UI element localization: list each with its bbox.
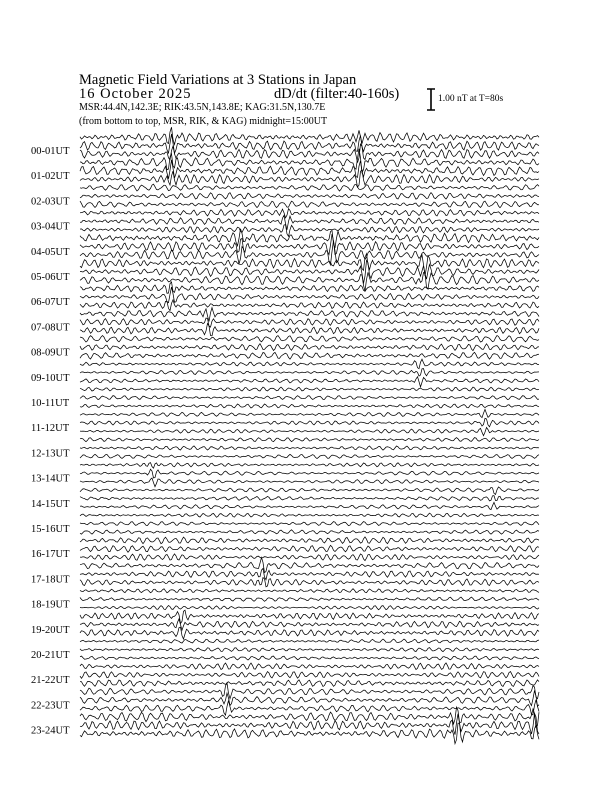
trace-msr	[80, 377, 539, 387]
trace-rik	[80, 134, 539, 153]
row-label: 05-06UT	[31, 272, 70, 283]
row-label: 00-01UT	[31, 146, 70, 157]
scale-bar-label: 1.00 nT at T=80s	[438, 94, 504, 104]
trace-msr	[80, 627, 539, 639]
row-label: 21-22UT	[31, 675, 70, 687]
trace-kag	[80, 336, 539, 343]
row-label: 08-09UT	[31, 347, 70, 359]
trace-msr	[80, 300, 539, 311]
trace-rik	[80, 396, 539, 400]
trace-kag	[80, 487, 539, 495]
trace-msr	[80, 323, 539, 335]
filter-label: dD/dt (filter:40-160s)	[274, 86, 400, 102]
trace-kag	[80, 683, 539, 699]
row-label: 19-20UT	[31, 624, 70, 636]
trace-msr	[80, 272, 539, 291]
row-label: 03-04UT	[31, 221, 70, 233]
row-label: 11-12UT	[31, 423, 70, 435]
trace-rik	[80, 469, 539, 478]
trace-kag	[80, 127, 539, 144]
trace-rik	[80, 672, 539, 679]
trace-rik	[80, 318, 539, 327]
station-order-note: (from bottom to top, MSR, RIK, & KAG) midnight=15:00UT	[79, 116, 328, 127]
trace-msr	[80, 170, 539, 187]
trace-msr	[80, 454, 539, 458]
trace-kag	[80, 610, 539, 623]
trace-msr	[80, 352, 539, 359]
row-label: 04-05UT	[31, 246, 70, 258]
scale-bar	[427, 89, 435, 110]
trace-rik	[80, 619, 539, 630]
trace-msr	[80, 656, 539, 660]
trace-msr	[80, 554, 539, 561]
row-label: 06-07UT	[31, 297, 70, 309]
row-label: 13-14UT	[31, 473, 70, 485]
row-label: 20-21UT	[31, 650, 70, 661]
trace-msr	[80, 700, 539, 716]
trace-rik	[80, 446, 539, 450]
trace-msr	[80, 404, 539, 408]
trace-kag	[80, 463, 539, 469]
trace-kag	[80, 409, 539, 417]
trace-rik	[80, 648, 539, 652]
row-label: 17-18UT	[31, 574, 70, 586]
row-label: 23-24UT	[31, 725, 70, 737]
row-label: 09-10UT	[31, 372, 70, 384]
trace-kag	[80, 184, 539, 191]
row-label: 18-19UT	[31, 599, 70, 611]
trace-msr	[80, 680, 539, 687]
trace-kag	[80, 589, 539, 593]
trace-kag	[80, 438, 539, 442]
row-label: 14-15UT	[31, 498, 70, 510]
trace-rik	[80, 215, 539, 229]
trace-msr	[80, 478, 539, 487]
row-label: 07-08UT	[31, 322, 70, 334]
row-label: 22-23UT	[31, 700, 70, 712]
trace-msr	[80, 530, 539, 534]
station-coordinates: MSR:44.4N,142.3E; RIK:43.5N,143.8E; KAG:31.5N,130.7E	[79, 102, 326, 113]
trace-msr	[80, 502, 539, 509]
trace-kag	[80, 639, 539, 643]
trace-rik	[80, 344, 539, 351]
trace-rik	[80, 234, 539, 255]
row-label: 16-17UT	[31, 549, 70, 561]
trace-msr	[80, 428, 539, 436]
trace-kag	[80, 663, 539, 670]
trace-rik	[80, 545, 539, 552]
trace-msr	[80, 225, 539, 237]
trace-rik	[80, 522, 539, 526]
trace-rik	[80, 193, 539, 200]
date-label: 16 October 2025	[79, 86, 192, 102]
trace-kag	[80, 537, 539, 544]
trace-msr	[80, 606, 539, 610]
trace-msr	[80, 201, 539, 208]
trace-kag	[80, 209, 539, 218]
trace-rik	[80, 568, 539, 579]
row-label: 01-02UT	[31, 171, 70, 183]
trace-rik	[80, 369, 539, 376]
trace-rik	[80, 597, 539, 601]
trace-kag	[80, 359, 539, 369]
row-label: 02-03UT	[31, 196, 70, 208]
row-label: 10-11UT	[31, 398, 70, 409]
trace-kag	[80, 513, 539, 517]
trace-kag	[80, 282, 539, 293]
row-label: 12-13UT	[31, 448, 70, 460]
trace-kag	[80, 387, 539, 391]
trace-kag	[80, 558, 539, 573]
chart-title: Magnetic Field Variations at 3 Stations in Japan	[79, 72, 357, 88]
trace-rik	[80, 496, 539, 501]
row-label: 15-16UT	[31, 524, 70, 535]
trace-rik	[80, 418, 539, 426]
trace-msr	[80, 578, 539, 587]
